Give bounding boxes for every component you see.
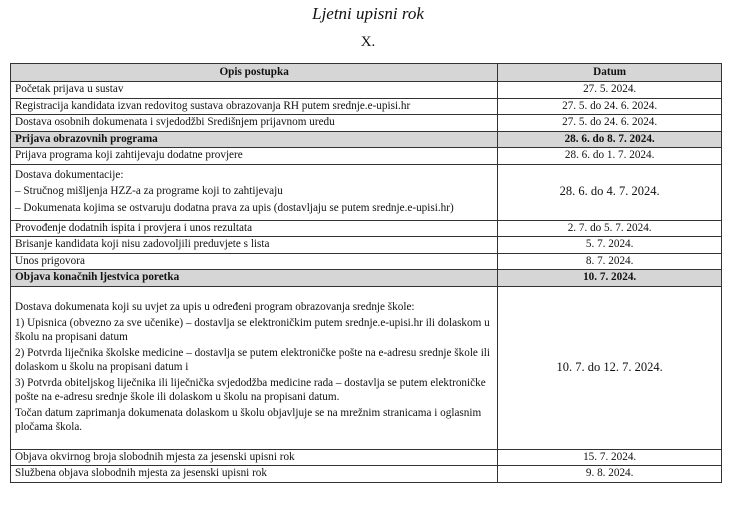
table-row: [11, 98, 722, 115]
table-row: [11, 253, 722, 270]
row-date: 10. 7. do 12. 7. 2024.: [498, 286, 722, 449]
row-date: 10. 7. 2024.: [498, 270, 722, 287]
description-line: Registracija kandidata izvan redovitog sustava obrazovanja RH putem srednje.e-upisi.hr: [15, 99, 411, 112]
description-line: Dostava osobnih dokumenata i svjedodžbi Središnjem prijavnom uredu: [15, 116, 335, 128]
row-description: [11, 131, 498, 148]
row-date: 2. 7. do 5. 7. 2024.: [498, 220, 722, 237]
table-row: [11, 164, 722, 220]
description-line: Objava konačnih ljestvica poretka: [15, 271, 180, 283]
description-line: 1) Upisnica (obvezno za sve učenike) – dostavlja se elektroničkim putem srednje.e-upisi.hr ili dolaskom u školu na propisani datum: [15, 317, 490, 343]
row-description: [11, 466, 498, 483]
row-description: [11, 237, 498, 254]
row-date: 28. 6. do 4. 7. 2024.: [498, 164, 722, 220]
description-line: Točan datum zaprimanja dokumenata dolaskom u školu objavljuje se na mrežnim stranicama i oglasnim pločama škola.: [15, 407, 482, 433]
row-description: [11, 270, 498, 287]
header-date: Datum: [498, 64, 722, 82]
table-row: [11, 82, 722, 99]
description-line: Dostava dokumenata koji su uvjet za upis u određeni program obrazovanja srednje škole:: [15, 300, 415, 313]
header-description: Opis postupka: [11, 64, 498, 82]
page-subtitle: X.: [360, 34, 376, 50]
table-row: [11, 220, 722, 237]
row-date: 28. 6. do 1. 7. 2024.: [498, 148, 722, 165]
description-line: – Stručnog mišljenja HZZ-a za programe koji to zahtijevaju: [15, 185, 283, 198]
description-line: 3) Potvrda obiteljskog liječnika ili liječnička svjedodžba medicine rada – dostavlja se putem elektroničke pošte na e-adresu srednje škole ili dolaskom u školu na propisani datum.: [15, 377, 486, 403]
row-date: 9. 8. 2024.: [498, 466, 722, 483]
table-row: [11, 466, 722, 483]
row-date: 27. 5. 2024.: [498, 82, 722, 99]
description-line: Početak prijava u sustav: [15, 83, 124, 95]
table-header-row: [11, 64, 722, 82]
description-line: Provođenje dodatnih ispita i provjera i unos rezultata: [15, 221, 253, 234]
row-date: 28. 6. do 8. 7. 2024.: [498, 131, 722, 148]
row-date: 5. 7. 2024.: [498, 237, 722, 254]
table-row: [11, 449, 722, 466]
row-date: 27. 5. do 24. 6. 2024.: [498, 98, 722, 115]
table-row: [11, 237, 722, 254]
row-description: [11, 82, 498, 99]
row-description: [11, 286, 498, 449]
description-line: Brisanje kandidata koji nisu zadovoljili preduvjete s lista: [15, 238, 270, 250]
row-description: [11, 253, 498, 270]
table-row: [11, 115, 722, 132]
row-date: 27. 5. do 24. 6. 2024.: [498, 115, 722, 132]
row-description: [11, 115, 498, 132]
page-title: Ljetni upisni rok: [312, 4, 424, 23]
row-description: [11, 148, 498, 165]
row-date: 15. 7. 2024.: [498, 449, 722, 466]
description-line: – Dokumenata kojima se ostvaruju dodatna prava za upis (dostavljaju se putem srednje.e-upisi.hr): [15, 201, 454, 214]
description-line: Prijava obrazovnih programa: [15, 132, 158, 145]
row-description: [11, 220, 498, 237]
description-line: Službena objava slobodnih mjesta za jesenski upisni rok: [15, 467, 267, 479]
table-row: [11, 148, 722, 165]
description-line: Unos prigovora: [15, 254, 85, 267]
description-line: Objava okvirnog broja slobodnih mjesta za jesenski upisni rok: [15, 450, 295, 463]
row-description: [11, 98, 498, 115]
table-body: [11, 82, 722, 483]
table-row: [11, 286, 722, 449]
row-date: 8. 7. 2024.: [498, 253, 722, 270]
description-line: Prijava programa koji zahtijevaju dodatne provjere: [15, 149, 243, 161]
section-row: [11, 131, 722, 148]
description-line: Dostava dokumentacije:: [15, 168, 124, 181]
section-row: [11, 270, 722, 287]
description-line: 2) Potvrda liječnika školske medicine – dostavlja se putem elektroničke pošte na e-adresu srednje škole ili dolaskom u školu na propisani datum i: [15, 347, 491, 373]
schedule-table: [10, 63, 722, 483]
row-description: [11, 449, 498, 466]
row-description: [11, 164, 498, 220]
